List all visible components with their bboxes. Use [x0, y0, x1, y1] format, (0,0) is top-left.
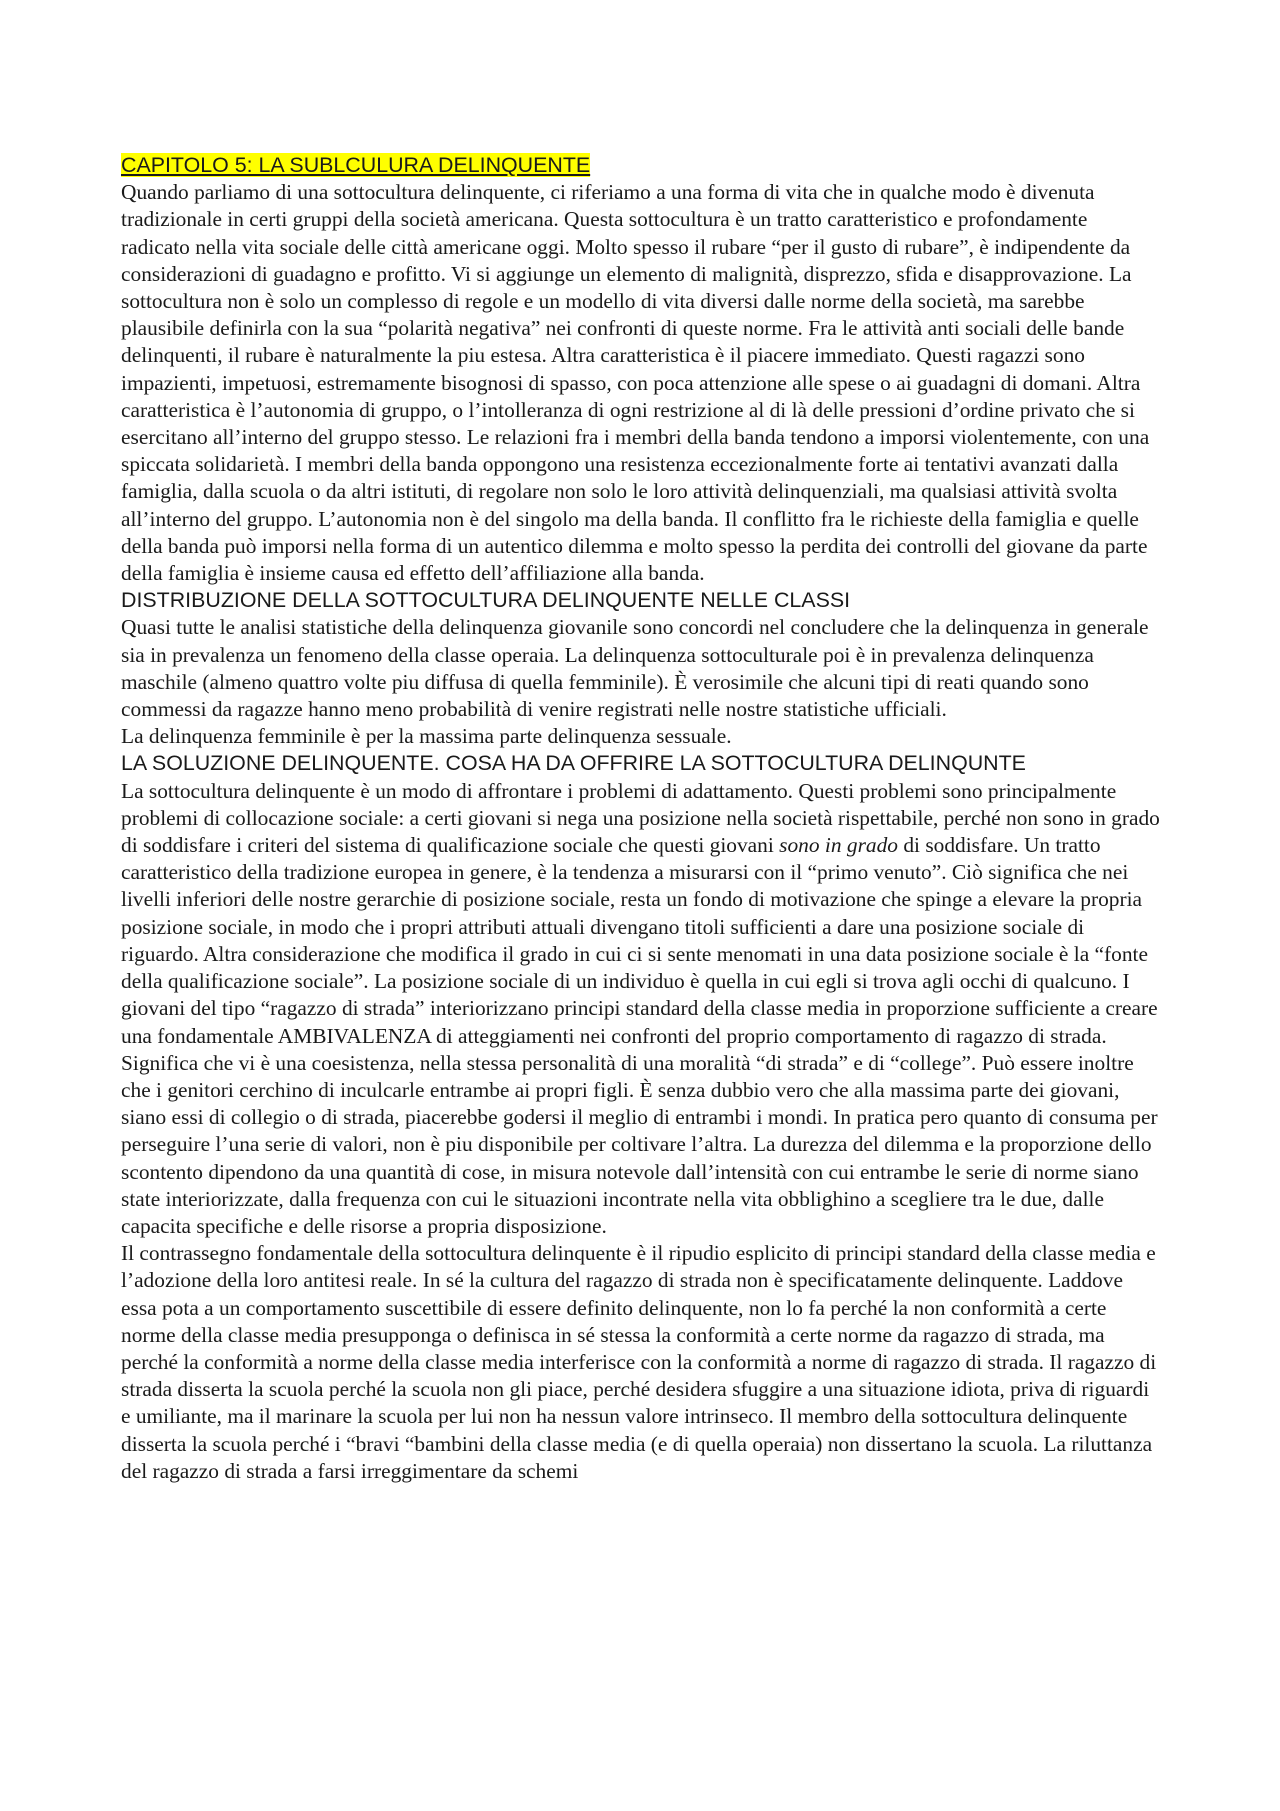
chapter-title-text: CAPITOLO 5: LA SUBLCULURA DELINQUENTE: [121, 153, 591, 177]
paragraph-female-delinquency: La delinquenza femminile è per la massima parte delinquenza sessuale.: [121, 724, 732, 749]
paragraph-solution-part-2: di soddisfare. Un tratto caratteristico della tradizione europea in genere, è la tendenza a misurarsi con il “primo venuto”. Ciò significa che nei livelli inferiori delle nostre gerarchie di posizione sociale, resta un fondo di motivazione che spinge a elevare la propria posizione sociale, in modo che i propri attributi attuali divengano titoli sufficienti a dare una posizione sociale di riguardo. Altra considerazione che modifica il grado in cui ci si sente menomati in una data posizione sociale è la “fonte della qualificazione sociale”. La posizione sociale di un individuo è quella in cui egli si trova agli occhi di qualcuno. I giovani del tipo “ragazzo di strada” interiorizzano principi standard della classe media in proporzione sufficiente a creare una fondamentale AMBIVALENZA di atteggiamenti nei confronti del proprio comportamento di ragazzo di strada. Significa che vi è una coesistenza, nella stessa personalità di una moralità “di strada” e di “college”. Può essere inoltre che i genitori cerchino di inculcarle entrambe ai propri figli. È senza dubbio vero che alla massima parte dei giovani, siano essi di collegio o di strada, piacerebbe godersi il meglio di entrambi i mondi. In pratica pero quanto di consuma per perseguire l’una serie di valori, non è piu disponibile per coltivare l’altra. La durezza del dilemma e la proporzione dello scontento dipendono da una quantità di cose, in misura notevole dall’intensità con cui entrambe le serie di norme siano state interiorizzate, dalla frequenza con cui le situazioni incontrate nella vita obblighino a scegliere tra le due, dalle capacita specifiche e delle risorse a propria disposizione.: [121, 833, 1158, 1238]
section-heading-solution: LA SOLUZIONE DELINQUENTE. COSA HA DA OFFRIRE LA SOTTOCULTURA DELINQUNTE: [121, 751, 1026, 776]
paragraph-solution-part-1: La sottocultura delinquente è un modo di affrontare i problemi di adattamento. Questi problemi sono principalmente problemi di collocazione sociale: a certi giovani si nega una posizione nella società rispettabile, perché non sono in grado di soddisfare i criteri del sistema di qualificazione sociale che questi giovani: [121, 778, 1160, 858]
paragraph-solution: [121, 778, 1161, 1240]
paragraph-distribution: Quasi tutte le analisi statistiche della delinquenza giovanile sono concordi nel concludere che la delinquenza in generale sia in prevalenza un fenomeno della classe operaia. La delinquenza sottoculturale poi è in prevalenza delinquenza maschile (almeno quattro volte piu diffusa di quella femminile). È verosimile che alcuni tipi di reati quando sono commessi da ragazze hanno meno probabilità di venire registrati nelle nostre statistiche ufficiali.: [121, 615, 1149, 722]
paragraph-solution-italic: sono in grado: [779, 833, 898, 858]
paragraph-intro: Quando parliamo di una sottocultura delinquente, ci riferiamo a una forma di vita che in qualche modo è divenuta tradizionale in certi gruppi della società americana. Questa sottocultura è un tratto caratteristico e profondamente radicato nella vita sociale delle città americane oggi. Molto spesso il rubare “per il gusto di rubare”, è indipendente da considerazioni di guadagno e profitto. Vi si aggiunge un elemento di malignità, disprezzo, sfida e disapprovazione. La sottocultura non è solo un complesso di regole e un modello di vita diversi dalle norme della società, ma sarebbe plausibile definirla con la sua “polarità negativa” nei confronti di queste norme. Fra le attività anti sociali delle bande delinquenti, il rubare è naturalmente la piu estesa. Altra caratteristica è il piacere immediato. Questi ragazzi sono impazienti, impetuosi, estremamente bisognosi di spasso, con poca attenzione alle spese o ai guadagni di domani. Altra caratteristica è l’autonomia di gruppo, o l’intolleranza di ogni restrizione al di là delle pressioni d’ordine privato che si esercitano all’interno del gruppo stesso. Le relazioni fra i membri della banda tendono a imporsi violentemente, con una spiccata solidarietà. I membri della banda oppongono una resistenza eccezionalmente forte ai tentativi avanzati dalla famiglia, dalla scuola o da altri istituti, di regolare non solo le loro attività delinquenziali, ma qualsiasi attività svolta all’interno del gruppo. L’autonomia non è del singolo ma della banda. Il conflitto fra le richieste della famiglia e quelle della banda può imporsi nella forma di un autentico dilemma e molto spesso la perdita dei controlli del giovane da parte della famiglia è insieme causa ed effetto dell’affiliazione alla banda.: [121, 180, 1150, 586]
document-page: [121, 152, 1161, 1485]
paragraph-contrassegno: Il contrassegno fondamentale della sottocultura delinquente è il ripudio esplicito di principi standard della classe media e l’adozione della loro antitesi reale. In sé la cultura del ragazzo di strada non è specificatamente delinquente. Laddove essa pota a un comportamento suscettibile di essere definito delinquente, non lo fa perché la non conformità a certe norme della classe media presupponga o definisca in sé stessa la conformità a certe norme da ragazzo di strada, ma perché la conformità a norme della classe media interferisce con la conformità a norme di ragazzo di strada. Il ragazzo di strada disserta la scuola perché la scuola non gli piace, perché desidera sfuggire a una situazione idiota, priva di riguardi e umiliante, ma il marinare la scuola per lui non ha nessun valore intrinseco. Il membro della sottocultura delinquente disserta la scuola perché i “bravi “bambini della classe media (e di quella operaia) non dissertano la scuola. La riluttanza del ragazzo di strada a farsi irreggimentare da schemi: [121, 1241, 1157, 1483]
section-heading-distribution: DISTRIBUZIONE DELLA SOTTOCULTURA DELINQUENTE NELLE CLASSI: [121, 588, 851, 613]
chapter-title: [121, 152, 1161, 179]
